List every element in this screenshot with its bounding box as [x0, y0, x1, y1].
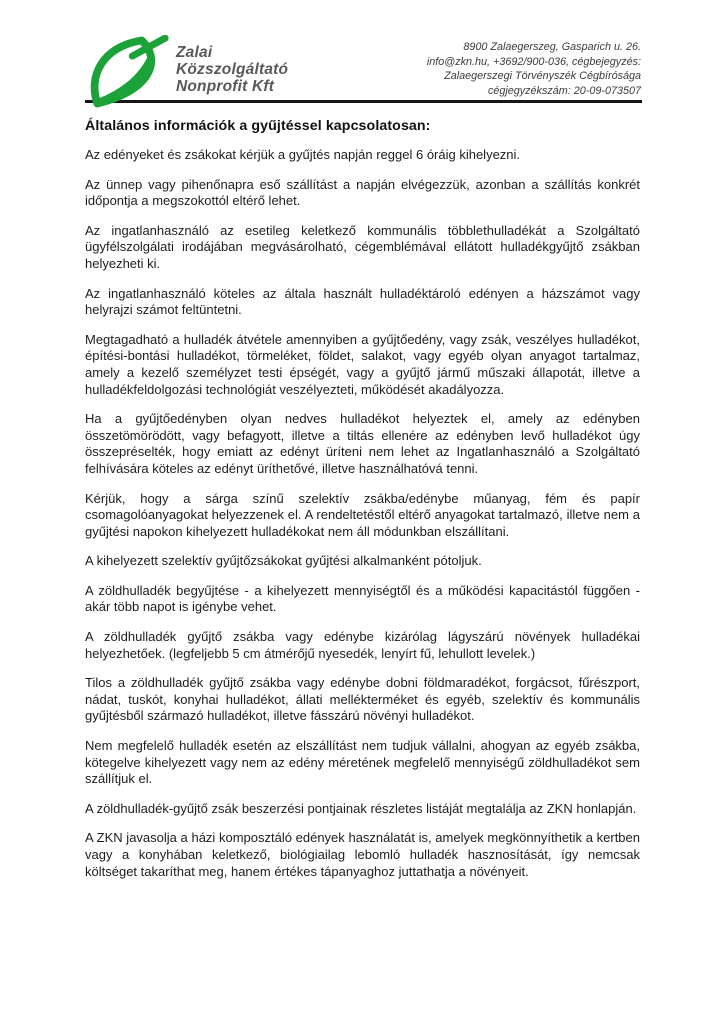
paragraph-bag-replacement: A kihelyezett szelektív gyűjtőzsákokat gyűjtési alkalmanként pótoljuk. [85, 553, 482, 569]
paragraph-green-waste-prohibited: Tilos a zöldhulladék gyűjtő zsákba vagy edénybe dobni földmaradékot, forgácsot, fűrészport, nádat, tuskót, konyhai hulladékot, állati mellékterméket és egyéb, szelektív és kommunális gyűjtésből származó hulladékot, illetve fásszárú növényi hulladékot. [85, 675, 640, 724]
paragraph-house-number: Az ingatlanhasználó köteles az általa használt hulladéktároló edényen a házszámot vagy helyrajzi számot feltüntetni. [85, 285, 640, 318]
paragraph-selective-yellow-bag: Kérjük, hogy a sárga színű szelektív zsákba/edénybe műanyag, fém és papír csomagolóanyagokat helyezzenek el. A rendeltetéstől eltérő anyagokat tartalmazó, illetve nem a gyűjtési napokon kihelyezett hulladékokat nem áll módunkban elszállítani. [85, 490, 640, 539]
contact-email-phone: info@zkn.hu, +3692/900-036, cégbejegyzés: [426, 55, 641, 68]
paragraph-containers-out-time: Az edényeket és zsákokat kérjük a gyűjtés napján reggel 6 óráig kihelyezni. [85, 147, 521, 162]
paragraph-green-waste-contents: A zöldhulladék gyűjtő zsákba vagy edénybe kizárólag lágyszárú növények hulladékai helyezhetőek. (legfeljebb 5 cm átmérőjű nyesedék, lenyírt fű, lehullott levelek.) [85, 629, 640, 661]
company-name-line2: Közszolgáltató [176, 61, 289, 78]
contact-block [427, 40, 641, 98]
company-name [176, 44, 288, 95]
paragraph-green-waste-duration: A zöldhulladék begyűjtése - a kihelyezett mennyiségtől és a működési kapacitástól függően - akár több napot is igénybe vehet. [85, 582, 640, 615]
contact-registry-number: cégjegyzékszám: 20-09-073507 [487, 84, 641, 97]
paragraph-composting-recommendation: A ZKN javasolja a házi komposztáló edények használatát is, amelyek megkönnyíthetik a kertben vagy a konyhában keletkező, biológiailag lebomló hulladék hasznosítását, így nemcsak költséget takaríthat meg, hanem értékes tápanyaghoz juttathatja a növényeit. [85, 830, 640, 879]
paragraph-extra-waste-bags: Az ingatlanhasználó az esetileg keletkező kommunális többlethulladékát a Szolgáltató ügyfélszolgálati irodájában megvásárolható, cégemblémával ellátott hulladékgyűjtő zsákban helyezheti ki. [85, 222, 640, 271]
company-name-line3: Nonprofit Kft [176, 78, 275, 95]
contact-address: 8900 Zalaegerszeg, Gasparich u. 26. [463, 41, 641, 53]
leaf-logo-icon [87, 35, 173, 109]
document-body [0, 103, 724, 880]
page-title: Általános információk a gyűjtéssel kapcsolatosan: [85, 118, 431, 134]
paragraph-holiday-collection: Az ünnep vagy pihenőnapra eső szállítást a napján elvégezzük, azonban a szállítás konkrét időpontja a megszokottól eltérő lehet. [85, 176, 640, 209]
contact-court: Zalaegerszegi Törvényszék Cégbírósága [444, 70, 641, 83]
letterhead [0, 0, 724, 103]
paragraph-wet-waste: Ha a gyűjtőedényben olyan nedves hulladékot helyeztek el, amely az edényben összetömörödött, vagy befagyott, illetve a tiltás ellenére az edényben levő hulladékot úgy összepréselték, hogy emiatt az edényt üríteni nem lehet az Ingatlanhasználó a Szolgáltató felhívására köteles az edényt üríthetővé, illetve használhatóvá tenni. [85, 411, 640, 476]
paragraph-bag-purchase-points: A zöldhulladék-gyűjtő zsák beszerzési pontjainak részletes listáját megtalálja az ZKN honlapján. [85, 800, 637, 816]
paragraph-improper-waste: Nem megfelelő hulladék esetén az elszállítást nem tudjuk vállalni, ahogyan az egyéb zsákba, kötegelve kihelyezett vagy nem az edény méretének megfelelő mennyiségű zöldhulladékot sem szállítjuk el. [85, 738, 640, 787]
company-name-line1: Zalai [176, 44, 213, 61]
paragraph-refusal-conditions: Megtagadható a hulladék átvétele amennyiben a gyűjtőedény, vagy zsák, veszélyes hulladékot, építési-bontási hulladékot, törmeléket, földet, salakot, vagy egyéb olyan anyagot tartalmaz, amely a kezelő személyzet testi épségét, vagy a gyűjtő jármű műszaki állapotát, illetve a hulladékfeldolgozási technológiát veszélyezteti, működését akadályozza. [85, 331, 640, 397]
